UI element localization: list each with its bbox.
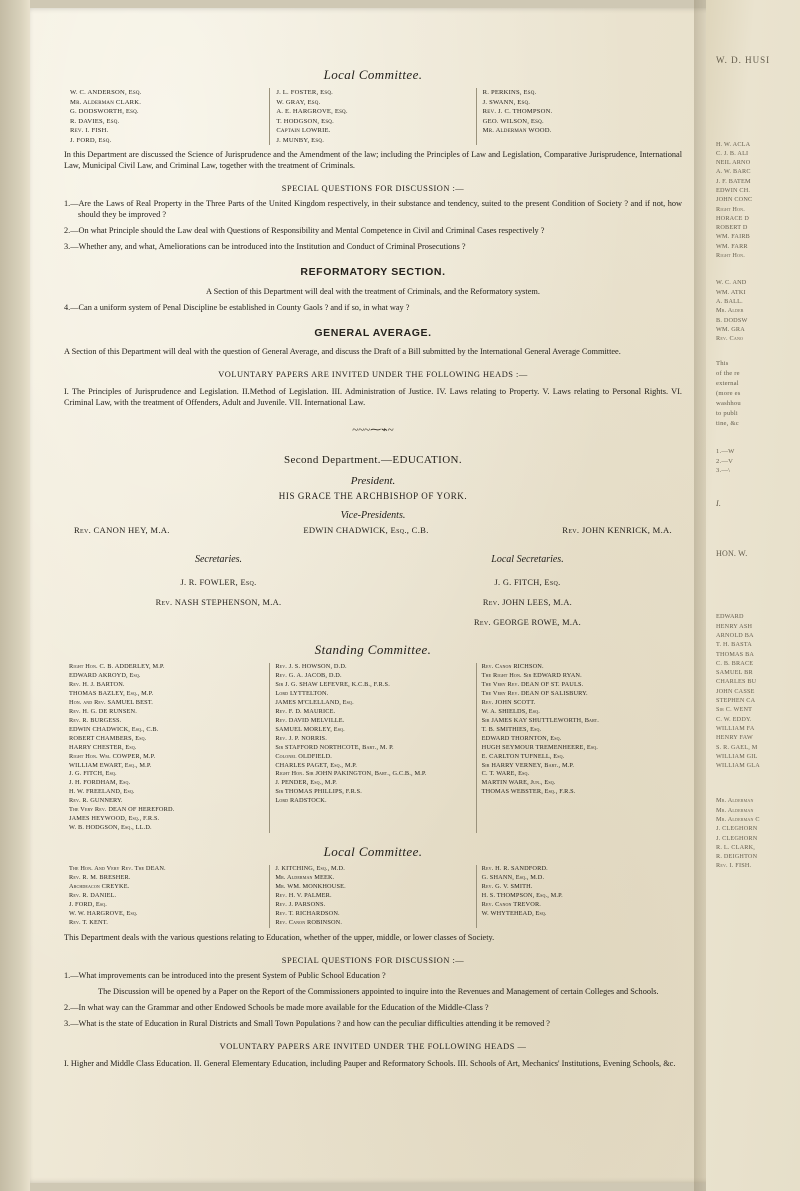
local-committee-col-2 (269, 88, 475, 145)
list-item: Rev. J. C. THOMPSON. (482, 108, 553, 116)
local-secretary-2: Rev. JOHN LEES, M.A. (482, 597, 573, 607)
list-item: J. FORD, Esq. (70, 136, 112, 144)
list-item: THOMAS WEBSTER, Esq., F.R.S. (481, 788, 576, 796)
list-item: Rev. R. GUNNERY. (69, 797, 123, 805)
list-item: Mr. Alderman MEEK. (275, 874, 335, 882)
list-item: G. SHANN, Esq., M.D. (481, 874, 545, 882)
list-item: Mr. Alderman C (716, 815, 760, 823)
reformatory-section-heading: REFORMATORY SECTION. (300, 266, 446, 279)
list-item: MARTIN WARE, Jun., Esq. (481, 779, 556, 787)
list-item: W. W. HARGROVE, Esq. (69, 909, 138, 917)
list-item: Sir HARRY VERNEY, Bart., M.P. (481, 761, 575, 769)
list-item: A. W. BARC (716, 168, 751, 176)
special-questions-heading-1: SPECIAL QUESTIONS FOR DISCUSSION :— (281, 184, 465, 194)
list-item: 2.—V (716, 457, 734, 465)
local-committee-columns (64, 88, 682, 145)
standing-committee-col-2 (269, 663, 475, 833)
list-item: A. E. HARGROVE, Esq. (276, 108, 348, 116)
left-page-edge (0, 0, 30, 1191)
list-item: EDWARD THORNTON, Esq. (481, 734, 562, 742)
list-item: SAMUEL BR (716, 669, 753, 677)
list-item: SAMUEL MORLEY, Esq. (275, 725, 345, 733)
right-question-list (716, 447, 794, 477)
list-item: Rev. J. P. NORRIS. (275, 734, 327, 742)
standing-committee-col-1 (64, 663, 269, 833)
list-item: J. SWANN, Esq. (482, 98, 531, 106)
list-item: Rev. Canon ROBINSON. (275, 918, 343, 926)
list-item: The Hon. And Very Rev. The DEAN. (69, 865, 166, 873)
list-item: Rev. T. KENT. (69, 918, 108, 926)
list-item: HARRY CHESTER, Esq. (69, 743, 137, 751)
voluntary-papers-body-2: I. Higher and Middle Class Education. II. General Elementary Education, including Pauper and Reformatory Schools. III. Schools of Art, Mechanics' Institutions, Evening Schools, &c. (64, 1058, 676, 1068)
right-hon-label: HON. W. (716, 549, 748, 559)
list-item: Rev. F. D. MAURICE. (275, 707, 336, 715)
list-item: Rev. J. S. HOWSON, D.D. (275, 663, 347, 671)
list-item: EDWIN CH. (716, 186, 751, 194)
special-question-1: 1.—Are the Laws of Real Property in the Three Parts of the United Kingdom respectively, in their substance and tendency, suited to the present Condition of Society ? and if not, how should they be improved ? (64, 199, 682, 220)
list-item: R. DEIGHTON (716, 853, 758, 861)
list-item: Captain LOWRIE. (276, 127, 331, 135)
list-item: Rev. G. A. JACOB, D.D. (275, 672, 342, 680)
local-committee-2-col-1 (64, 865, 269, 928)
list-item: J. CLEGHORN (716, 834, 758, 842)
local-committee-heading: Local Committee. (323, 67, 423, 82)
list-item: NEIL ARNO (716, 159, 751, 167)
right-block-3 (716, 359, 794, 428)
list-item: ARNOLD BA (716, 631, 754, 639)
list-item: T. B. SMITHIES, Esq. (481, 725, 542, 733)
list-item: WM. GRA (716, 325, 745, 333)
list-item: Mr. Alderman WOOD. (482, 127, 552, 135)
list-item: J. PENDER, Esq., M.P. (275, 779, 337, 787)
list-item: Sir THOMAS PHILLIPS, F.R.S. (275, 788, 363, 796)
list-item: Rev. T. RICHARDSON. (275, 909, 340, 917)
page-content (28, 8, 718, 1080)
list-item: WILLIAM FA (716, 724, 755, 732)
list-item: ROBERT CHAMBERS, Esq. (69, 734, 147, 742)
list-item: C. B. BRACE (716, 659, 754, 667)
list-item: JAMES M'CLELLAND, Esq. (275, 698, 354, 706)
list-item: Rev. R. BURGESS. (69, 716, 122, 724)
right-block-4 (716, 612, 794, 770)
local-committee-2-col-3 (476, 865, 682, 928)
president-label: President. (350, 474, 396, 487)
local-secretary-1: J. G. FITCH, Esq. (494, 577, 561, 587)
list-item: Colonel OLDFIELD. (275, 752, 333, 760)
list-item: Rev. H. G. DE RUNSEN. (69, 707, 137, 715)
list-item: Mr. Alderman (716, 806, 754, 814)
list-item: J. F. BATEM (716, 177, 751, 185)
secretaries-headings (64, 545, 682, 568)
list-item: Hon. and Rev. SAMUEL BEST. (69, 698, 154, 706)
list-item: Rev. R. DANIEL. (69, 892, 117, 900)
reformatory-question: 4.—Can a uniform system of Penal Discipline be established in County Gaols ? and if so, in what way ? (64, 302, 410, 312)
special-question-2: 2.—On what Principle should the Law deal with Questions of Responsibility and Mental Competence in Civil and Criminal Cases respectively ? (64, 226, 545, 236)
secretary-2: Rev. NASH STEPHENSON, M.A. (155, 597, 282, 607)
list-item: Mr. Alder (716, 307, 744, 315)
special-question-2-3: 3.—What is the state of Education in Rural Districts and Small Town Populations ? and how can the peculiar difficulties attending it be removed ? (64, 1018, 550, 1028)
list-item: B. DODSW (716, 316, 748, 324)
list-item: R. DAVIES, Esq. (70, 117, 120, 125)
list-item: Mr. Alderman CLARK. (70, 98, 142, 106)
right-page-content (706, 0, 800, 871)
list-item: EDWIN CHADWICK, Esq., C.B. (69, 725, 159, 733)
general-average-heading: GENERAL AVERAGE. (314, 326, 432, 339)
list-item: WILLIAM GIL (716, 752, 758, 760)
right-block-5 (716, 796, 794, 870)
list-item: W. GRAY, Esq. (276, 98, 321, 106)
list-item: J. CLEGHORN (716, 825, 758, 833)
list-item: Right Hon. (716, 252, 746, 260)
text-line: external (716, 380, 739, 388)
local-secretaries-label: Local Secretaries. (491, 553, 564, 565)
list-item: Mr. Alderman (716, 797, 754, 805)
list-item: Archdeacon CREYKE. (69, 883, 130, 891)
list-item: C. W. EDDY. (716, 715, 752, 723)
list-item: Right Hon. Sir JOHN PAKINGTON, Bart., G.C.B., M.P. (275, 770, 427, 778)
secretaries-row-3 (64, 616, 682, 628)
list-item: W. A. SHIELDS, Esq. (481, 707, 540, 715)
second-department-label: Second Department.—EDUCATION. (283, 454, 463, 467)
list-item: J. KITCHING, Esq., M.D. (275, 865, 345, 873)
list-item: S. R. GAEL, M (716, 743, 758, 751)
list-item: H. S. THOMPSON, Esq., M.P. (481, 892, 563, 900)
text-line: tine, &c (716, 419, 739, 427)
list-item: The Right Hon. Sir EDWARD RYAN. (481, 672, 582, 680)
text-line: (more es (716, 390, 741, 398)
list-item: Rev. H. V. PALMER. (275, 892, 332, 900)
standing-committee-col-3 (476, 663, 682, 833)
right-block-2 (716, 278, 794, 343)
list-item: Lord LYTTELTON. (275, 690, 329, 698)
document-page-right (706, 0, 800, 1191)
list-item: JOHN CASSE (716, 687, 755, 695)
list-item: Rev. G. V. SMITH. (481, 883, 533, 891)
list-item: Lord RADSTOCK. (275, 797, 327, 805)
local-committee-2-col-2 (269, 865, 475, 928)
list-item: Rev. H. J. BARTON. (69, 681, 125, 689)
list-item: WM. ATKI (716, 288, 746, 296)
list-item: EDWARD AKROYD, Esq. (69, 672, 141, 680)
list-item: J. H. FORDHAM, Esq. (69, 779, 131, 787)
secretaries-row-2 (64, 596, 682, 608)
list-item: T. HODGSON, Esq. (276, 117, 334, 125)
list-item: The Very Rev. DEAN OF SALISBURY. (481, 690, 588, 698)
general-average-body: A Section of this Department will deal with the question of General Average, and discuss the Draft of a Bill submitted by the International General Average Committee. (64, 346, 621, 356)
list-item: R. L. CLARK, (716, 843, 756, 851)
list-item: E. CARLTON TUFNELL, Esq. (481, 752, 565, 760)
list-item: EDWARD (716, 613, 744, 621)
list-item: HENRY FAW (716, 734, 753, 742)
vice-presidents-label: Vice-Presidents. (340, 510, 406, 522)
document-page-left (28, 8, 718, 1183)
department-two-intro: This Department deals with the various questions relating to Education, whether of the upper, middle, or lower classes of Society. (64, 932, 495, 942)
president-name: HIS GRACE THE ARCHBISHOP OF YORK. (278, 491, 468, 502)
list-item: Right Hon. C. B. ADDERLEY, M.P. (69, 663, 165, 671)
list-item: Rev. JOHN SCOTT. (481, 698, 536, 706)
list-item: Right Hon. (716, 205, 746, 213)
list-item: J. FORD, Esq. (69, 900, 108, 908)
right-mark: I. (716, 499, 722, 509)
list-item: JOHN CONC (716, 196, 753, 204)
list-item: 3.—\ (716, 467, 731, 475)
list-item: WILLIAM GLA (716, 762, 760, 770)
voluntary-papers-body-1: I. The Principles of Jurisprudence and Legislation. II.Method of Legislation. III. Administration of Justice. IV. Laws relating to Property. V. Laws relating to Personal Rights. VI. Criminal Law, with the treatment of Offenders, Adult and Juvenile. VII. International Law. (64, 386, 682, 407)
list-item: GEO. WILSON, Esq. (482, 117, 544, 125)
list-item: H. W. FREELAND, Esq. (69, 788, 135, 796)
list-item: The Very Rev. DEAN OF HEREFORD. (69, 806, 175, 814)
local-committee-heading-2: Local Committee. (323, 844, 423, 860)
list-item: WILLIAM EWART, Esq., M.P. (69, 761, 152, 769)
list-item: W. C. ANDERSON, Esq. (70, 89, 142, 97)
list-item: Rev. I. FISH. (716, 862, 752, 870)
voluntary-papers-heading-2: VOLUNTARY PAPERS ARE INVITED UNDER THE FOLLOWING HEADS — (219, 1041, 527, 1051)
list-item: HORACE D (716, 214, 750, 222)
special-question-2-2: 2.—In what way can the Grammar and other Endowed Schools be made more available for the Education of the Middle-Class ? (64, 1002, 489, 1012)
list-item: G. DODSWORTH, Esq. (70, 108, 139, 116)
standing-committee-columns (64, 663, 682, 833)
list-item: T. H. BASTA (716, 641, 752, 649)
list-item: C. J. B. ALI (716, 149, 749, 157)
list-item: ROBERT D (716, 224, 748, 232)
list-item: CHARLES PAGET, Esq., M.P. (275, 761, 357, 769)
secretaries-row-1 (64, 576, 682, 588)
text-line: to publi (716, 409, 738, 417)
list-item: A. BALL. (716, 297, 743, 305)
list-item: CHARLES BU (716, 678, 757, 686)
secretaries-label: Secretaries. (194, 553, 243, 565)
local-committee-col-1 (64, 88, 269, 145)
list-item: Rev. DAVID MELVILLE. (275, 716, 345, 724)
vice-president-1: Rev. CANON HEY, M.A. (74, 525, 170, 536)
special-question-2-1-note: The Discussion will be opened by a Paper on the Report of the Commissioners appointed to inquire into the Revenues and Management of certain Colleges and Schools. (98, 986, 659, 996)
list-item: R. PERKINS, Esq. (482, 89, 537, 97)
list-item: W. C. AND (716, 279, 747, 287)
list-item: Right Hon. Wm. COWPER, M.P. (69, 752, 156, 760)
text-line: washhou (716, 400, 741, 407)
list-item: WM. FARR (716, 242, 748, 250)
list-item: C. T. WARE, Esq. (481, 770, 530, 778)
list-item: W. WHYTEHEAD, Esq. (481, 909, 547, 917)
list-item: Sir J. G. SHAW LEFEVRE, K.C.B., F.R.S. (275, 681, 390, 689)
local-committee-2-columns (64, 865, 682, 928)
special-question-2-1: 1.—What improvements can be introduced into the present System of Public School Education ? (64, 970, 386, 980)
list-item: Rev. R. M. BRESHER. (69, 874, 131, 882)
vice-president-2: EDWIN CHADWICK, Esq., C.B. (303, 525, 429, 536)
secretary-1: J. R. FOWLER, Esq. (180, 577, 257, 587)
list-item: Mr. WM. MONKHOUSE. (275, 883, 346, 891)
list-item: Sir STAFFORD NORTHCOTE, Bart., M. P. (275, 743, 394, 751)
list-item: J. G. FITCH, Esq. (69, 770, 117, 778)
list-item: THOMAS BA (716, 650, 755, 658)
reformatory-body: A Section of this Department will deal with the treatment of Criminals, and the Reformatory system. (206, 287, 540, 297)
list-item: 1.—W (716, 447, 735, 455)
list-item: H. W. ACLA (716, 140, 751, 148)
local-committee-col-3 (476, 88, 682, 145)
list-item: W. B. HODGSON, Esq., LL.D. (69, 824, 152, 832)
list-item: J. L. FOSTER, Esq. (276, 89, 334, 97)
secretary-blank (64, 617, 373, 628)
voluntary-papers-heading-1: VOLUNTARY PAPERS ARE INVITED UNDER THE FOLLOWING HEADS :— (218, 369, 528, 379)
list-item: HUGH SEYMOUR TREMENHEERE, Esq. (481, 743, 599, 751)
list-item: THOMAS BAZLEY, Esq., M.P. (69, 690, 154, 698)
list-item: JAMES HEYWOOD, Esq., F.R.S. (69, 815, 160, 823)
list-item: Rev. I. FISH. (70, 127, 109, 135)
right-top-label: W. D. HUSI (716, 55, 771, 65)
list-item: Rev. Cano (716, 335, 744, 343)
list-item: Rev. J. PARSONS. (275, 900, 326, 908)
second-department-heading (64, 453, 682, 468)
list-item: Sir C. WENT (716, 706, 753, 714)
vice-president-3: Rev. JOHN KENRICK, M.A. (562, 525, 672, 536)
department-one-intro: In this Department are discussed the Science of Jurisprudence and the Amendment of the law; including the Principles of Law and Legislation, Comparative Jurisprudence, International Law, Municipal Civil Law, and Criminal Law, together with the treatment of Criminals. (64, 150, 682, 171)
list-item: J. MUNBY, Esq. (276, 136, 325, 144)
text-line: of the re (716, 370, 740, 378)
special-question-3: 3.—Whether any, and what, Ameliorations can be introduced into the Institution and Conduct of Criminal Prosecutions ? (64, 242, 466, 252)
list-item: WM. FAIRB (716, 233, 750, 241)
list-item: Rev. Canon RICHSON. (481, 663, 544, 671)
local-secretary-3: Rev. GEORGE ROWE, M.A. (474, 617, 581, 627)
list-item: The Very Rev. DEAN OF ST. PAULS. (481, 681, 584, 689)
special-questions-heading-2: SPECIAL QUESTIONS FOR DISCUSSION :— (281, 955, 465, 965)
list-item: Rev. Canon TREVOR. (481, 900, 542, 908)
text-line: This (716, 360, 729, 368)
section-divider-ornament: ~~~⁓⌁~ (352, 423, 394, 436)
list-item: HENRY ASH (716, 622, 753, 630)
list-item: Rev. H. R. SANDFORD. (481, 865, 548, 873)
right-block-1 (716, 140, 794, 261)
standing-committee-heading: Standing Committee. (314, 642, 432, 658)
vice-presidents-row (74, 525, 672, 536)
list-item: Sir JAMES KAY SHUTTLEWORTH, Bart. (481, 716, 599, 724)
list-item: STEPHEN CA (716, 697, 756, 705)
